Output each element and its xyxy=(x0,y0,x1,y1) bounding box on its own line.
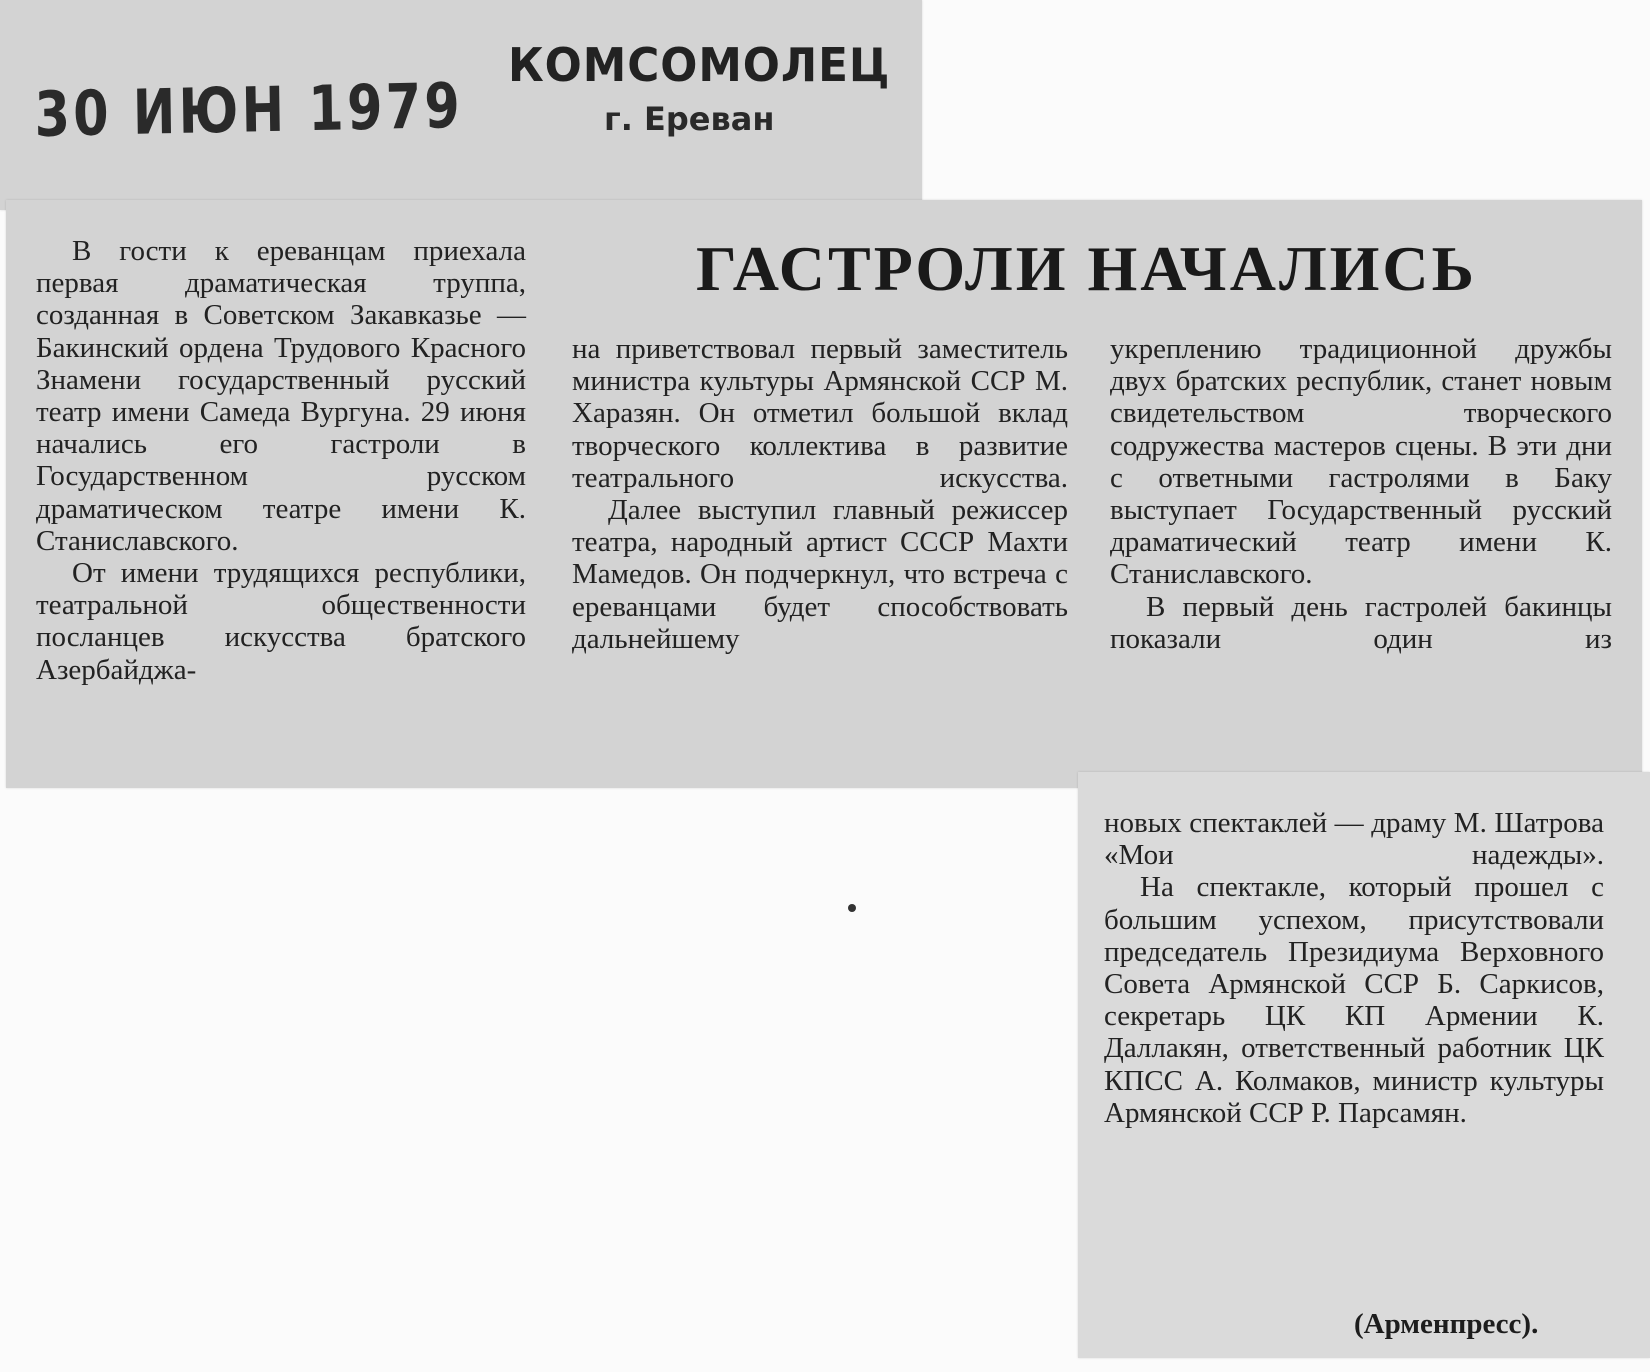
article-headline: ГАСТРОЛИ НАЧАЛИСЬ xyxy=(696,233,1477,304)
paragraph: В гости к ереванцам приехала первая драматическая труппа, созданная в Советском Закавказье — Бакинский ордена Трудового Красного Знамени государственный русский театр имени Самеда Вургуна. 29 июня начались его гастроли в Государственном русском драматическом театре имени К. Станиславского. xyxy=(36,235,526,557)
date-stamp: 30 ИЮН 1979 xyxy=(34,68,464,151)
newspaper-title: КОМСОМОЛЕЦ xyxy=(508,38,891,92)
paragraph: новых спектаклей — драму М. Шатрова «Мои надежды». xyxy=(1104,807,1604,872)
article-column-3 xyxy=(1110,333,1612,655)
article-column-1 xyxy=(36,235,526,686)
paragraph: В первый день гастролей бакинцы показали один из xyxy=(1110,590,1612,655)
ink-dot xyxy=(848,904,856,912)
paragraph: Далее выступил главный режиссер театра, народный артист СССР Махти Мамедов. Он подчеркнул, что встреча с ереванцами будет способствовать дальнейшему xyxy=(572,494,1068,655)
article-source: (Арменпресс). xyxy=(1354,1308,1539,1340)
paragraph: укреплению традиционной дружбы двух братских республик, станет новым свидетельством творческого содружества мастеров сцены. В эти дни с ответными гастролями в Баку выступает Государственный русский драматический театр имени К. Станиславского. xyxy=(1110,333,1612,591)
masthead-clipping xyxy=(0,0,922,210)
newspaper-city: г. Ереван xyxy=(604,100,775,138)
article-column-4 xyxy=(1104,807,1604,1129)
article-column-2 xyxy=(572,333,1068,655)
paragraph: На спектакле, который прошел с большим успехом, присутствовали председатель Президиума Верховного Совета Армянской ССР Б. Саркисов, секретарь ЦК КП Армении К. Даллакян, ответственный работник ЦК КПСС А. Колмаков, министр культуры Армянской ССР Р. Парсамян. xyxy=(1104,871,1604,1129)
paragraph: на приветствовал первый заместитель министра культуры Армянской ССР М. Харазян. Он отметил большой вклад творческого коллектива в развитие театрального искусства. xyxy=(572,333,1068,494)
paragraph: От имени трудящихся республики, театральной общественности посланцев искусства братского Азербайджа- xyxy=(36,557,526,686)
